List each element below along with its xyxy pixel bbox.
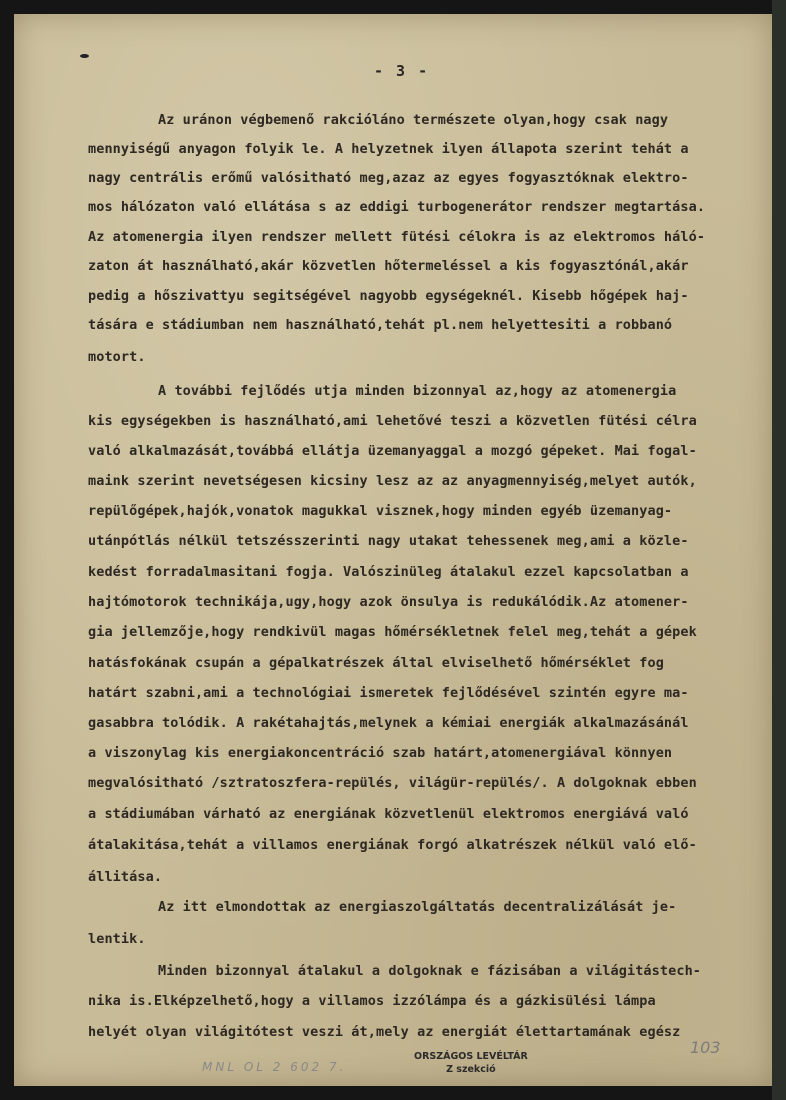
text-line: tására e stádiumban nem használható,tehát pl.nem helyettesiti a robbanó (88, 317, 673, 333)
text-line: repülőgépek,hajók,vonatok magukkal visznek,hogy minden egyéb üzemanyag- (88, 503, 673, 519)
text-line: állitása. (88, 869, 163, 885)
ink-speck (80, 54, 89, 58)
text-line: a viszonylag kis energiakoncentráció szab határt,atomenergiával könnyen (88, 745, 673, 761)
text-line: gasabbra tolódik. A rakétahajtás,melynek a kémiai energiák alkalmazásánál (88, 715, 689, 731)
text-line: helyét olyan világitótest veszi át,mely az energiát élettartamának egész (88, 1024, 681, 1040)
archive-stamp (414, 1050, 528, 1076)
text-line: nagy centrális erőmű valósitható meg,azaz az egyes fogyasztóknak elektro- (88, 170, 689, 186)
archive-stamp-line2: Z szekció (446, 1064, 496, 1075)
text-line: kedést forradalmasitani fogja. Valószinüleg átalakul ezzel kapcsolatban a (88, 564, 689, 580)
text-line: gia jellemzője,hogy rendkivül magas hőmérsékletnek felel meg,tehát a gépek (88, 624, 697, 640)
text-line: kis egységekben is használható,ami lehetővé teszi a közvetlen fütési célra (88, 413, 697, 429)
text-line: maink szerint nevetségesen kicsiny lesz az az anyagmennyiség,melyet autók, (88, 473, 697, 489)
archive-stamp-line1: ORSZÁGOS LEVÉLTÁR (414, 1051, 528, 1062)
text-line: hatásfokának csupán a gépalkatrészek által elviselhető hőmérséklet fog (88, 655, 664, 671)
text-line: Az itt elmondottak az energiaszolgáltatás decentralizálását je- (158, 899, 677, 915)
folio-number: 103 (690, 1038, 721, 1057)
text-line: való alkalmazását,továbbá ellátja üzemanyaggal a mozgó gépeket. Mai fogal- (88, 443, 697, 459)
text-line: pedig a hőszivattyu segitségével nagyobb egységeknél. Kisebb hőgépek haj- (88, 288, 689, 304)
text-line: motort. (88, 349, 146, 365)
archive-reference: MNL OL 2 602 7. (202, 1060, 347, 1074)
text-line: zaton át használható,akár közvetlen hőtermeléssel a kis fogyasztónál,akár (88, 258, 689, 274)
text-line: határt szabni,ami a technológiai ismeretek fejlődésével szintén egyre ma- (88, 685, 689, 701)
text-line: Az atomenergia ilyen rendszer mellett fütési célokra is az elektromos háló- (88, 229, 706, 245)
text-line: utánpótlás nélkül tetszésszerinti nagy utakat tehessenek meg,ami a közle- (88, 533, 689, 549)
text-line: a stádiumában várható az energiának közvetlenül elektromos energiává való (88, 806, 689, 822)
text-line: megvalósitható /sztratoszfera-repülés, világür-repülés/. A dolgoknak ebben (88, 775, 697, 791)
text-line: lentik. (88, 931, 146, 947)
text-line: Minden bizonnyal átalakul a dolgoknak e fázisában a világitástech- (158, 963, 702, 979)
text-line: mennyiségű anyagon folyik le. A helyzetnek ilyen állapota szerint tehát a (88, 141, 689, 157)
page-number: - 3 - (374, 62, 430, 80)
text-line: A további fejlődés utja minden bizonnyal az,hogy az atomenergia (158, 383, 677, 399)
text-line: átalakitása,tehát a villamos energiának forgó alkatrészek nélkül való elő- (88, 837, 697, 853)
text-line: Az uránon végbemenő rakcióláno természete olyan,hogy csak nagy (158, 112, 669, 128)
text-line: nika is.Elképzelhető,hogy a villamos izzólámpa és a gázkisülési lámpa (88, 993, 656, 1009)
text-line: mos hálózaton való ellátása s az eddigi turbogenerátor rendszer megtartása. (88, 199, 706, 215)
scan-edge (772, 0, 786, 1100)
text-line: hajtómotorok technikája,ugy,hogy azok önsulya is redukálódik.Az atomener- (88, 594, 689, 610)
